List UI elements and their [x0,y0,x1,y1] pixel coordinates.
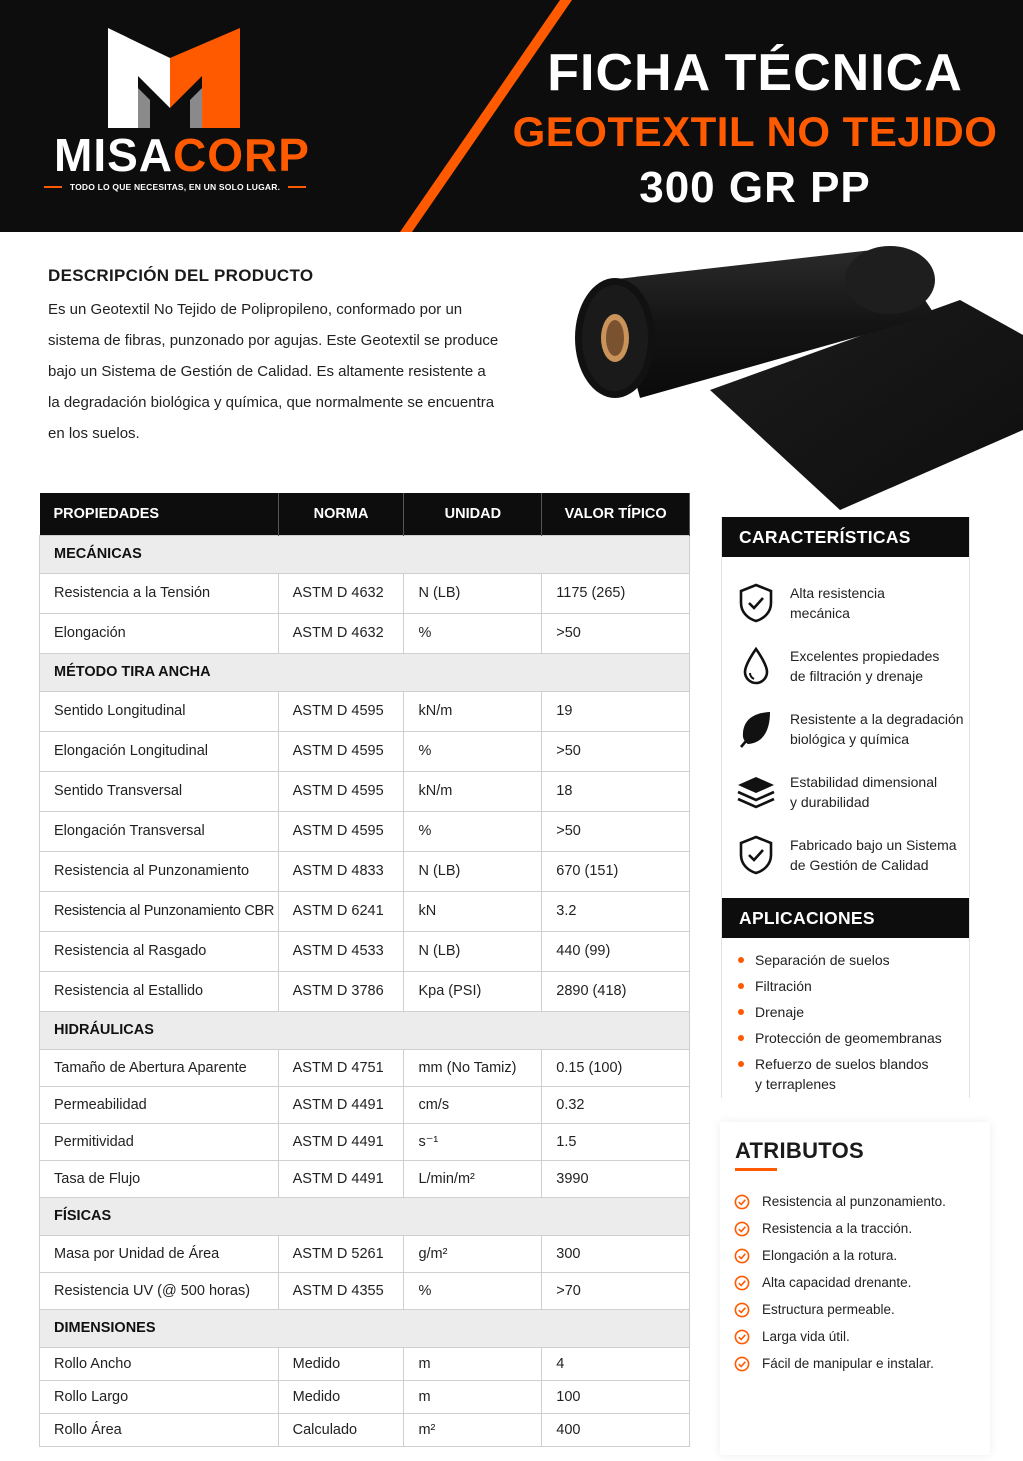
table-category-row [40,1309,690,1347]
table-row [40,891,690,931]
description-line: sistema de fibras, punzonado por agujas. Este Geotextil se produce [48,332,499,349]
norm-cell: ASTM D 4632 [278,573,404,613]
value-cell: 0.15 (100) [542,1049,690,1086]
table-row [40,771,690,811]
property-cell: Resistencia al Estallido [40,971,279,1011]
value-cell: 1175 (265) [542,573,690,613]
property-cell: Elongación Longitudinal [40,731,279,771]
value-cell: 100 [542,1380,690,1413]
table-header-row [40,493,690,535]
attribute-item [734,1188,946,1215]
attribute-item [734,1296,946,1323]
unit-cell: m [404,1380,542,1413]
header-banner [0,0,1023,232]
norm-cell: ASTM D 4595 [278,811,404,851]
property-cell: Rollo Área [40,1413,279,1446]
attributes-heading: ATRIBUTOS [735,1138,864,1163]
application-item [738,950,969,970]
application-item [738,1054,969,1094]
unit-cell: L/min/m² [404,1160,542,1197]
unit-cell: N (LB) [404,851,542,891]
brand-name [54,129,310,181]
value-cell: >50 [542,811,690,851]
category-name: FÍSICAS [40,1197,690,1235]
application-text: Filtración [755,978,812,994]
norm-cell: Medido [278,1347,404,1380]
value-cell: 440 (99) [542,931,690,971]
check-circle-icon [734,1356,762,1372]
header-valor: VALOR TÍPICO [542,493,690,535]
header-unidad: UNIDAD [404,493,542,535]
product-description [48,266,528,449]
unit-cell: N (LB) [404,573,542,613]
brand-tagline-row [44,182,306,192]
property-cell: Resistencia a la Tensión [40,573,279,613]
characteristic-item [722,571,969,634]
value-cell: 400 [542,1413,690,1446]
property-cell: Tasa de Flujo [40,1160,279,1197]
attribute-text: Alta capacidad drenante. [762,1275,912,1290]
characteristic-item [722,634,969,697]
brand-tagline: TODO LO QUE NECESITAS, EN UN SOLO LUGAR. [69,182,281,192]
table-row [40,1160,690,1197]
brand-name-part2: CORP [173,129,310,181]
attribute-item [734,1350,946,1377]
property-cell: Elongación Transversal [40,811,279,851]
leaf-icon [738,709,774,749]
characteristics-heading: CARACTERÍSTICAS [722,517,969,557]
norm-cell: ASTM D 4595 [278,731,404,771]
attributes-list [734,1188,946,1377]
characteristic-item [722,823,969,886]
shield-check-icon [738,835,774,875]
table-row [40,811,690,851]
application-item [738,976,969,996]
value-cell: 18 [542,771,690,811]
header-norma: NORMA [278,493,404,535]
application-text: Drenaje [755,1004,805,1020]
application-text: Refuerzo de suelos blandos [755,1056,929,1072]
characteristics-panel [721,517,970,897]
value-cell: 19 [542,691,690,731]
application-text: y terraplenes [755,1076,836,1092]
characteristic-item [722,760,969,823]
description-text [48,294,528,449]
norm-cell: ASTM D 4533 [278,931,404,971]
norm-cell: ASTM D 4833 [278,851,404,891]
unit-cell: kN [404,891,542,931]
property-cell: Tamaño de Abertura Aparente [40,1049,279,1086]
attribute-text: Elongación a la rotura. [762,1248,898,1263]
characteristic-text: y durabilidad [790,793,870,810]
check-circle-icon [734,1329,762,1345]
property-cell: Resistencia UV (@ 500 horas) [40,1272,279,1309]
norm-cell: ASTM D 4491 [278,1123,404,1160]
application-text: Separación de suelos [755,952,890,968]
tagline-divider-left [44,186,62,188]
unit-cell: % [404,613,542,653]
value-cell: 300 [542,1235,690,1272]
table-row [40,1123,690,1160]
unit-cell: m² [404,1413,542,1446]
check-circle-icon [734,1302,762,1318]
norm-cell: Calculado [278,1413,404,1446]
property-cell: Resistencia al Punzonamiento CBR [40,891,279,931]
water-drop-icon [741,646,771,686]
table-row [40,1347,690,1380]
category-name: MECÁNICAS [40,535,690,573]
characteristic-item [722,697,969,760]
norm-cell: ASTM D 4595 [278,771,404,811]
attribute-item [734,1323,946,1350]
title-line-2: GEOTEXTIL NO TEJIDO [512,108,998,155]
property-cell: Resistencia al Punzonamiento [40,851,279,891]
characteristic-text: de Gestión de Calidad [790,856,929,873]
property-cell: Permeabilidad [40,1086,279,1123]
unit-cell: m [404,1347,542,1380]
unit-cell: % [404,731,542,771]
value-cell: 0.32 [542,1086,690,1123]
property-cell: Sentido Transversal [40,771,279,811]
unit-cell: kN/m [404,691,542,731]
applications-panel [721,898,970,1098]
table-category-row [40,653,690,691]
norm-cell: ASTM D 5261 [278,1235,404,1272]
attribute-text: Estructura permeable. [762,1302,895,1317]
norm-cell: ASTM D 4632 [278,613,404,653]
value-cell: 3.2 [542,891,690,931]
characteristic-text: Estabilidad dimensional [790,773,938,790]
category-name: DIMENSIONES [40,1309,690,1347]
attribute-text: Resistencia al punzonamiento. [762,1194,946,1209]
category-name: MÉTODO TIRA ANCHA [40,653,690,691]
norm-cell: ASTM D 4595 [278,691,404,731]
description-line: Es un Geotextil No Tejido de Polipropileno, conformado por un [48,301,463,318]
application-item [738,1002,969,1022]
unit-cell: kN/m [404,771,542,811]
table-row [40,613,690,653]
unit-cell: Kpa (PSI) [404,971,542,1011]
value-cell: >50 [542,731,690,771]
unit-cell: % [404,1272,542,1309]
check-circle-icon [734,1275,762,1291]
applications-heading: APLICACIONES [722,898,969,938]
norm-cell: ASTM D 4491 [278,1086,404,1123]
title-line-3: 300 GR PP [639,163,871,212]
applications-list [722,938,969,1094]
description-line: la degradación biológica y química, que normalmente se encuentra [48,394,495,411]
table-row [40,1086,690,1123]
unit-cell: % [404,811,542,851]
characteristic-text: biológica y química [790,730,910,747]
value-cell: 1.5 [542,1123,690,1160]
table-row [40,1235,690,1272]
norm-cell: ASTM D 4491 [278,1160,404,1197]
attributes-panel [720,1122,990,1455]
characteristic-text: mecánica [790,604,850,621]
unit-cell: cm/s [404,1086,542,1123]
norm-cell: ASTM D 4355 [278,1272,404,1309]
characteristic-text: de filtración y drenaje [790,667,924,684]
unit-cell: mm (No Tamiz) [404,1049,542,1086]
application-text: Protección de geomembranas [755,1030,942,1046]
attributes-underline [735,1168,777,1171]
geotextile-roll-image [560,240,1023,520]
norm-cell: Medido [278,1380,404,1413]
description-line: bajo un Sistema de Gestión de Calidad. Es altamente resistente a [48,363,486,380]
property-cell: Rollo Largo [40,1380,279,1413]
characteristic-text: Alta resistencia [790,584,885,601]
application-item [738,1028,969,1048]
shield-check-icon [738,583,774,623]
attribute-text: Fácil de manipular e instalar. [762,1356,934,1371]
value-cell: >70 [542,1272,690,1309]
check-circle-icon [734,1221,762,1237]
property-cell: Elongación [40,613,279,653]
attribute-text: Resistencia a la tracción. [762,1221,913,1236]
check-circle-icon [734,1248,762,1264]
document-title [495,42,1015,216]
norm-cell: ASTM D 3786 [278,971,404,1011]
table-row [40,573,690,613]
table-row [40,1413,690,1446]
table-row [40,1272,690,1309]
property-cell: Resistencia al Rasgado [40,931,279,971]
attribute-item [734,1269,946,1296]
property-cell: Sentido Longitudinal [40,691,279,731]
value-cell: >50 [542,613,690,653]
table-category-row [40,535,690,573]
table-body [40,535,690,1446]
characteristic-text: Resistente a la degradación [790,710,964,727]
tagline-divider-right [288,186,306,188]
unit-cell: g/m² [404,1235,542,1272]
description-heading: DESCRIPCIÓN DEL PRODUCTO [48,266,314,285]
property-cell: Masa por Unidad de Área [40,1235,279,1272]
table-row [40,1380,690,1413]
table-row [40,971,690,1011]
value-cell: 3990 [542,1160,690,1197]
characteristic-text: Excelentes propiedades [790,647,940,664]
characteristic-text: Fabricado bajo un Sistema [790,836,957,853]
table-category-row [40,1197,690,1235]
norm-cell: ASTM D 4751 [278,1049,404,1086]
value-cell: 4 [542,1347,690,1380]
attribute-item [734,1215,946,1242]
unit-cell: N (LB) [404,931,542,971]
value-cell: 670 (151) [542,851,690,891]
norm-cell: ASTM D 6241 [278,891,404,931]
table-category-row [40,1011,690,1049]
attribute-item [734,1242,946,1269]
brand-name-part1: MISA [54,129,173,181]
category-name: HIDRÁULICAS [40,1011,690,1049]
title-line-1: FICHA TÉCNICA [547,44,963,102]
unit-cell: s⁻¹ [404,1123,542,1160]
table-row [40,851,690,891]
description-line: en los suelos. [48,425,140,442]
table-row [40,731,690,771]
property-cell: Rollo Ancho [40,1347,279,1380]
specifications-table [39,493,690,1447]
check-circle-icon [734,1194,762,1210]
attribute-text: Larga vida útil. [762,1329,850,1344]
property-cell: Permitividad [40,1123,279,1160]
layers-icon [736,775,776,809]
table-row [40,931,690,971]
header-propiedades: PROPIEDADES [40,493,279,535]
value-cell: 2890 (418) [542,971,690,1011]
table-row [40,1049,690,1086]
table-row [40,691,690,731]
